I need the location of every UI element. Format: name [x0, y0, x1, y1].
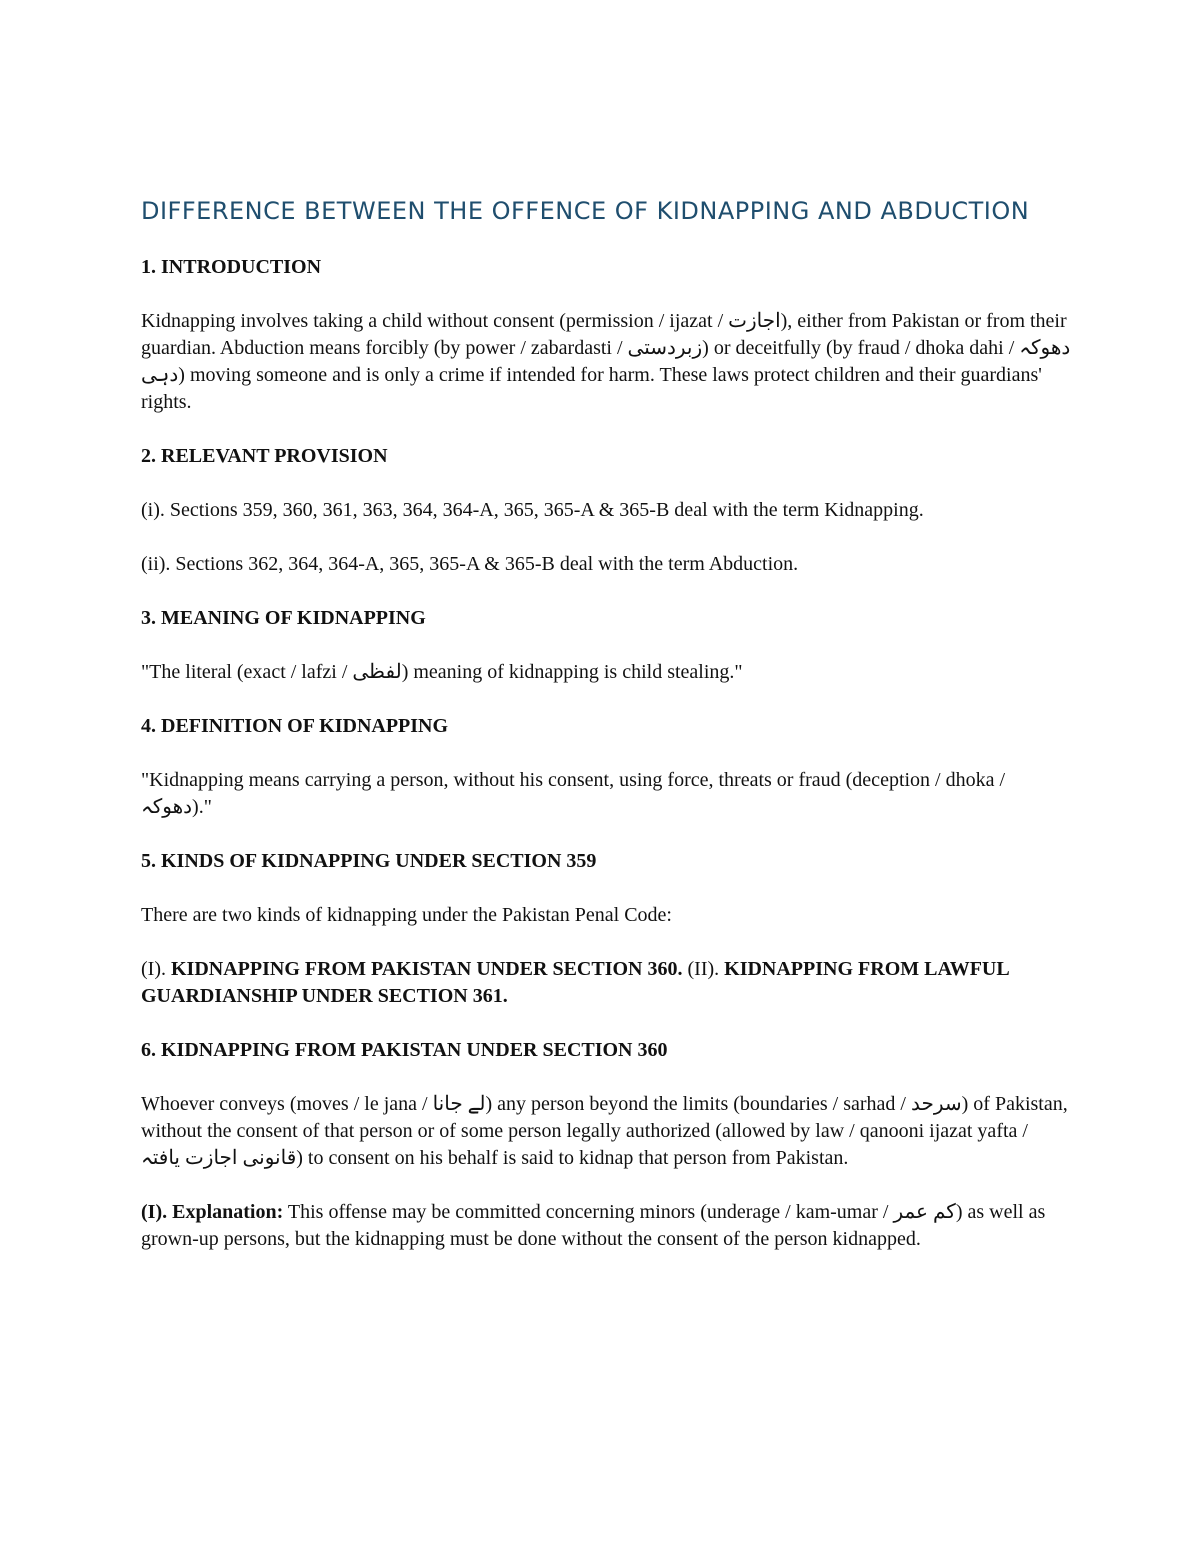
provision-item-kidnapping: (i). Sections 359, 360, 361, 363, 364, 364-A, 365, 365-A & 365-B deal with the term Kidnapping.: [141, 499, 924, 521]
heading-definition: 4. DEFINITION OF KIDNAPPING: [141, 715, 449, 737]
heading-introduction: 1. INTRODUCTION: [141, 256, 322, 278]
explanation-paragraph: (I). Explanation: This offense may be committed concerning minors (underage / kam-umar / کم عمر) as well as grown-up persons, but the kidnapping must be done without the consent of the person kidnapped.: [141, 1201, 1046, 1250]
section-360-paragraph: Whoever conveys (moves / le jana / لے جانا) any person beyond the limits (boundaries / sarhad / سرحد) of Pakistan, without the consent of that person or of some person legally authorized (allowed by law / qanooni ijazat yafta / قانونی اجازت یافتہ) to consent on his behalf is said to kidnap that person from Pakistan.: [141, 1093, 1068, 1169]
heading-section-360: 6. KIDNAPPING FROM PAKISTAN UNDER SECTION 360: [141, 1039, 668, 1061]
heading-meaning: 3. MEANING OF KIDNAPPING: [141, 607, 426, 629]
provision-item-abduction: (ii). Sections 362, 364, 364-A, 365, 365-A & 365-B deal with the term Abduction.: [141, 553, 799, 575]
document-page: [141, 193, 1071, 1280]
introduction-paragraph: Kidnapping involves taking a child without consent (permission / ijazat / اجازت), either from Pakistan or from their guardian. Abduction means forcibly (by power / zabardasti / زبردستی) or deceitfully (by fraud / dhoka dahi / دھوکہ دہی) moving someone and is only a crime if intended for harm. These laws protect children and their guardians' rights.: [141, 310, 1071, 413]
kinds-intro: There are two kinds of kidnapping under the Pakistan Penal Code:: [141, 904, 672, 926]
definition-paragraph: "Kidnapping means carrying a person, without his consent, using force, threats or fraud (deception / dhoka / دھوکہ).": [141, 769, 1006, 818]
document-title: DIFFERENCE BETWEEN THE OFFENCE OF KIDNAPPING AND ABDUCTION: [141, 197, 1030, 225]
kinds-list: (I). KIDNAPPING FROM PAKISTAN UNDER SECTION 360. (II). KIDNAPPING FROM LAWFUL GUARDIANSHIP UNDER SECTION 361.: [141, 958, 1009, 1007]
explanation-label: (I). Explanation:: [141, 1201, 284, 1223]
heading-relevant-provision: 2. RELEVANT PROVISION: [141, 445, 388, 467]
heading-kinds: 5. KINDS OF KIDNAPPING UNDER SECTION 359: [141, 850, 597, 872]
meaning-paragraph: "The literal (exact / lafzi / لفظی) meaning of kidnapping is child stealing.": [141, 661, 743, 683]
